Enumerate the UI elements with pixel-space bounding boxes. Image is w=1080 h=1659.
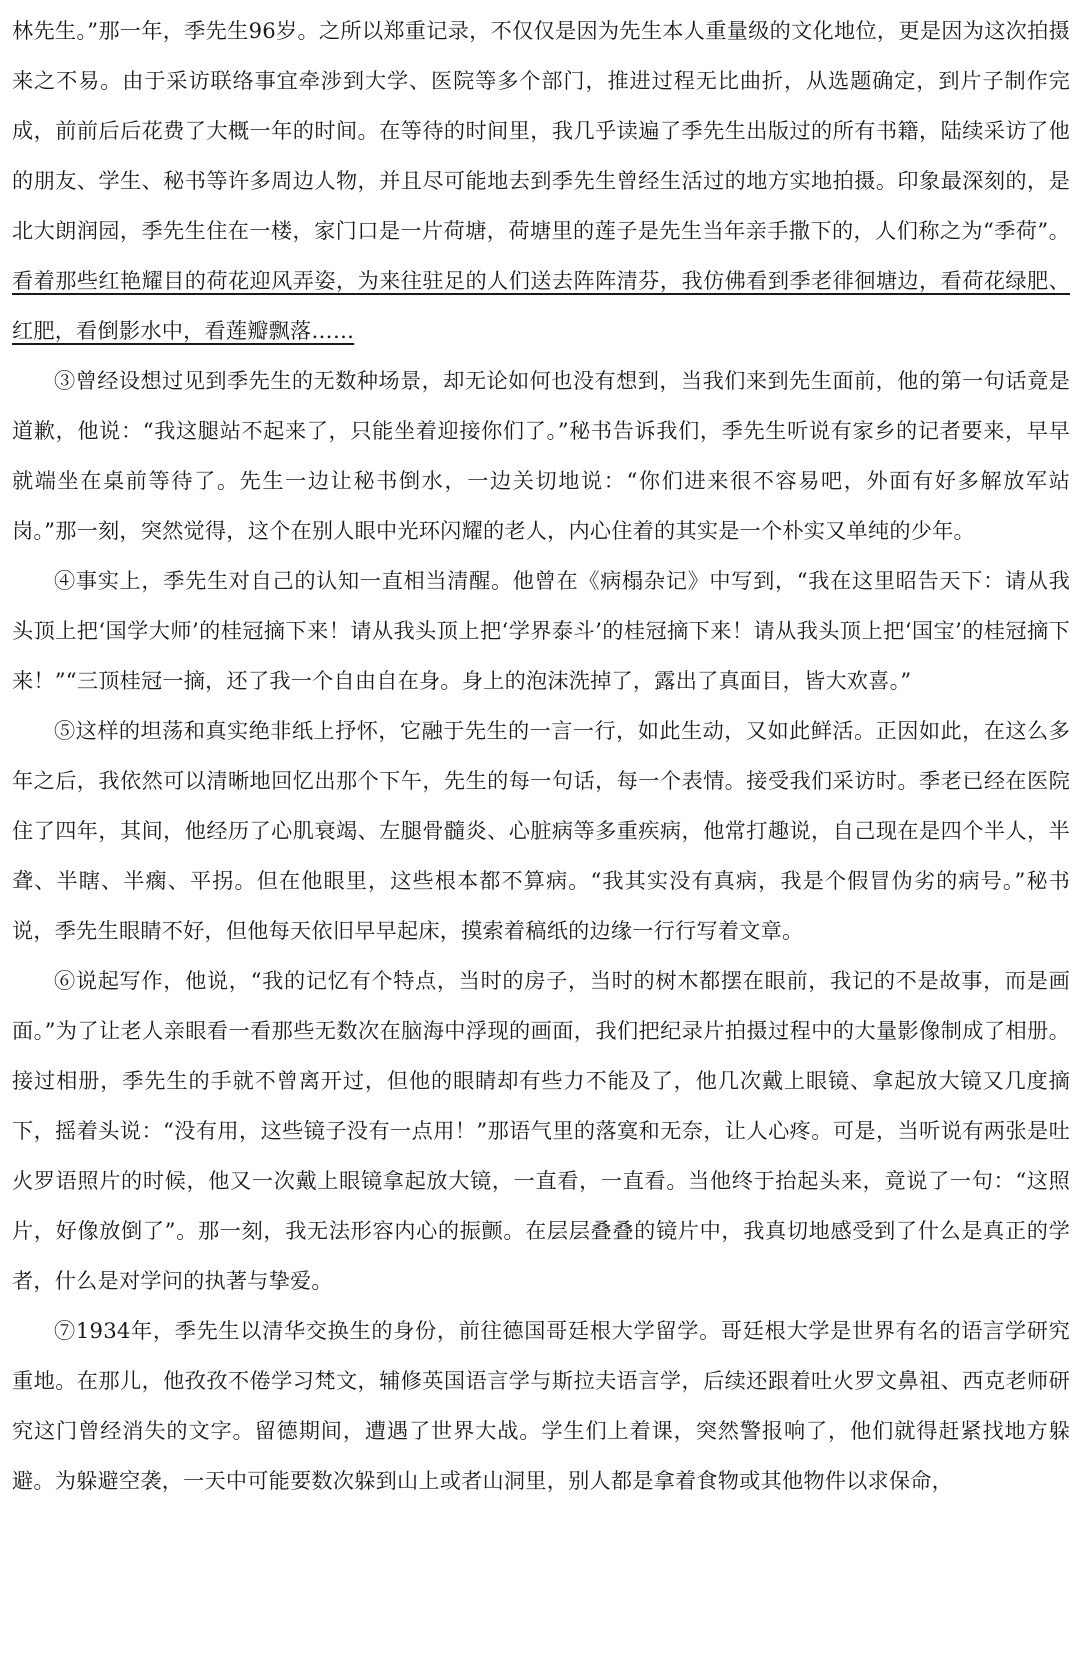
paragraph-2-continuation — [12, 6, 1070, 356]
paragraph-6: ⑥说起写作，他说，“我的记忆有个特点，当时的房子，当时的树木都摆在眼前，我记的不是故事，而是画面。”为了让老人亲眼看一看那些无数次在脑海中浮现的画面，我们把纪录片拍摄过程中的大量影像制成了相册。接过相册，季先生的手就不曾离开过，但他的眼睛却有些力不能及了，他几次戴上眼镜、拿起放大镜又几度摘下，摇着头说：“没有用，这些镜子没有一点用！”那语气里的落寞和无奈，让人心疼。可是，当听说有两张是吐火罗语照片的时候，他又一次戴上眼镜拿起放大镜，一直看，一直看。当他终于抬起头来，竟说了一句：“这照片，好像放倒了”。那一刻，我无法形容内心的振颤。在层层叠叠的镜片中，我真切地感受到了什么是真正的学者，什么是对学问的执著与挚爱。 — [12, 968, 1070, 1293]
paragraph-text: 林先生。”那一年，季先生96岁。之所以郑重记录，不仅仅是因为先生本人重量级的文化地位，更是因为这次拍摄来之不易。由于采访联络事宜牵涉到大学、医院等多个部门，推进过程无比曲折，从选题确定，到片子制作完成，前前后后花费了大概一年的时间。在等待的时间里，我几乎读遍了季先生出版过的所有书籍，陆续采访了他的朋友、学生、秘书等许多周边人物，并且尽可能地去到季先生曾经生活过的地方实地拍摄。印象最深刻的，是北大朗润园，季先生住在一楼，家门口是一片荷塘，荷塘里的莲子是先生当年亲手撒下的，人们称之为“季荷”。 — [12, 18, 1070, 243]
paragraph-7: ⑦1934年，季先生以清华交换生的身份，前往德国哥廷根大学留学。哥廷根大学是世界有名的语言学研究重地。在那儿，他孜孜不倦学习梵文，辅修英国语言学与斯拉夫语言学，后续还跟着吐火罗文鼻祖、西克老师研究这门曾经消失的文字。留德期间，遭遇了世界大战。学生们上着课，突然警报响了，他们就得赶紧找地方躲避。为躲避空袭，一天中可能要数次躲到山上或者山洞里，别人都是拿着食物或其他物件以求保命， — [12, 1318, 1070, 1493]
paragraph-3: ③曾经设想过见到季先生的无数种场景，却无论如何也没有想到，当我们来到先生面前，他的第一句话竟是道歉，他说：“我这腿站不起来了，只能坐着迎接你们了。”秘书告诉我们，季先生听说有家乡的记者要来，早早就端坐在桌前等待了。先生一边让秘书倒水，一边关切地说：“你们进来很不容易吧，外面有好多解放军站岗。”那一刻，突然觉得，这个在别人眼中光环闪耀的老人，内心住着的其实是一个朴实又单纯的少年。 — [12, 368, 1070, 543]
paragraph-5: ⑤这样的坦荡和真实绝非纸上抒怀，它融于先生的一言一行，如此生动，又如此鲜活。正因如此，在这么多年之后，我依然可以清晰地回忆出那个下午，先生的每一句话，每一个表情。接受我们采访时。季老已经在医院住了四年，其间，他经历了心肌衰竭、左腿骨髓炎、心脏病等多重疾病，他常打趣说，自己现在是四个半人，半聋、半瞎、半瘸、平拐。但在他眼里，这些根本都不算病。“我其实没有真病，我是个假冒伪劣的病号。”秘书说，季先生眼睛不好，但他每天依旧早早起床，摸索着稿纸的边缘一行行写着文章。 — [12, 718, 1070, 943]
paragraph-4: ④事实上，季先生对自己的认知一直相当清醒。他曾在《病榻杂记》中写到，“我在这里昭告天下：请从我头顶上把‘国学大师’的桂冠摘下来！请从我头顶上把‘学界泰斗’的桂冠摘下来！请从我头顶上把‘国宝’的桂冠摘下来！”“三顶桂冠一摘，还了我一个自由自在身。身上的泡沫洗掉了，露出了真面目，皆大欢喜。” — [12, 568, 1070, 693]
underlined-sentence: 看着那些红艳耀目的荷花迎风弄姿，为来往驻足的人们送去阵阵清芬，我仿佛看到季老徘徊塘边，看荷花绿肥、红肥，看倒影水中，看莲瓣飘落…… — [12, 268, 1070, 343]
